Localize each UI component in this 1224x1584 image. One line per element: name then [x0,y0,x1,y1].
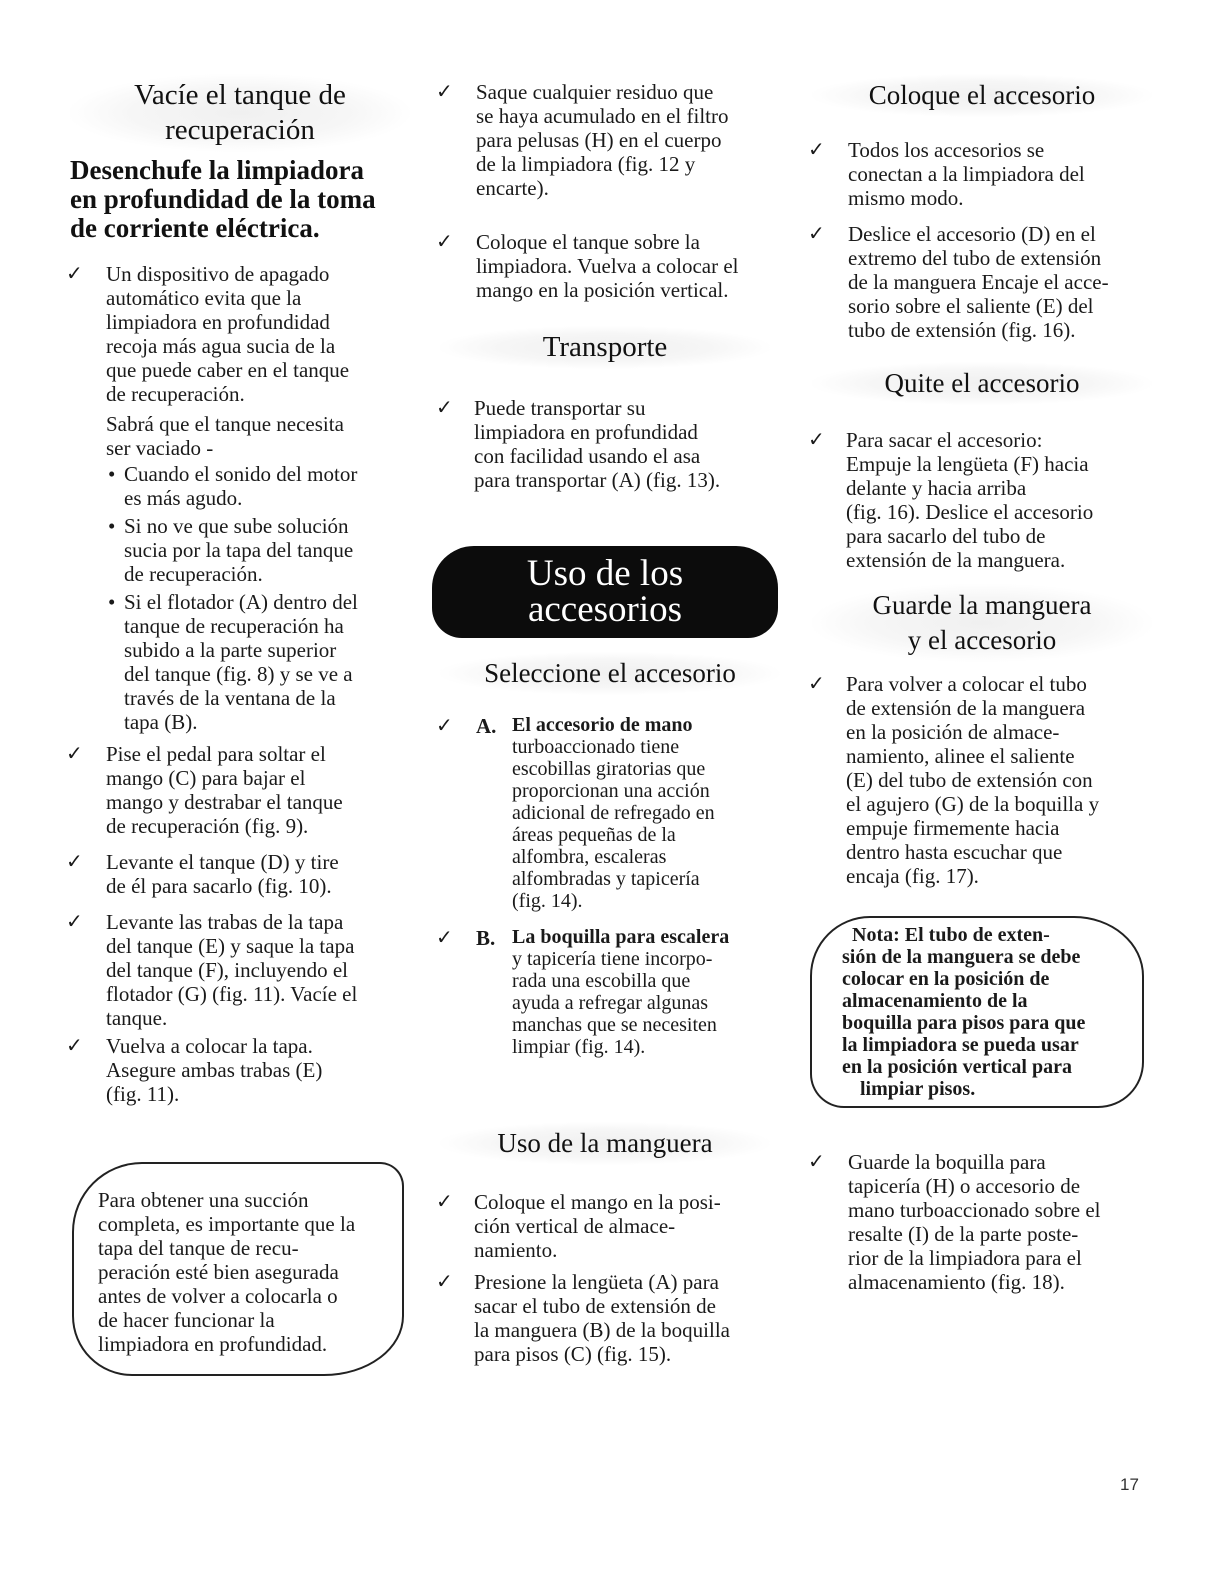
text-line: (fig. 14). [512,890,583,912]
check-icon: ✓ [66,1035,83,1057]
heading-transport [440,326,770,369]
text-line: mango y destrabar el tanque [106,790,343,814]
heading-line: Guarde la manguera [872,590,1092,620]
text-line: tanque de recuperación ha [124,614,344,638]
text-line: colocar en la posición de [842,968,1050,990]
text-line: tanque. [106,1006,168,1030]
check-icon: ✓ [436,1271,453,1293]
text-line: de recuperación. [124,562,263,586]
bullet-icon: • [108,590,116,614]
accessory-b [436,926,780,1058]
heading-text: Quite el accesorio [884,368,1080,398]
storage-note-box [810,916,1144,1108]
text-line: rada una escobilla que [512,970,691,992]
text-line: para sacarlo del tubo de [846,524,1046,548]
step-remove-lid [66,910,410,1030]
heading-text: Seleccione el accesorio [484,658,736,688]
suction-note-box [72,1162,404,1376]
text-line: el agujero (G) de la boquilla y [846,792,1100,816]
text-line: ser vaciado - [106,436,214,460]
step-hose-tab [436,1270,780,1366]
text-line: delante y hacia arriba [846,476,1027,500]
text-line: sorio sobre el saliente (E) del [848,294,1094,318]
text-line: boquilla para pisos para que [842,1012,1086,1034]
text-line: Coloque el mango en la posi- [474,1190,721,1214]
text-line: almacenamiento de la [842,990,1028,1012]
text-line: proporcionan una acción [512,780,710,802]
text-line: extremo del tubo de extensión [848,246,1102,270]
text-line: del tanque (E) y saque la tapa [106,934,355,958]
text-line: del tanque (fig. 8) y se ve a [124,662,353,686]
text-line: con facilidad usando el asa [474,444,701,468]
text-line: Coloque el tanque sobre la [476,230,700,254]
text-line: Sabrá que el tanque necesita [106,412,344,436]
text-line: encaja (fig. 17). [846,864,979,888]
text-line: Nota: El tubo de exten- [852,924,1050,946]
text-line: limpiar pisos. [860,1078,976,1100]
heading-select-accessory [440,652,780,695]
text-line: Cuando el sonido del motor [124,462,358,486]
heading-line: Vacíe el tanque de [134,79,346,111]
text-line: extensión de la manguera. [846,548,1066,572]
step-auto-shutoff [66,262,410,460]
text-line: Presione la lengüeta (A) para [474,1270,719,1294]
text-line: rior de la limpiadora para el [848,1246,1082,1270]
text-line: Deslice el accesorio (D) en el [848,222,1096,246]
check-icon: ✓ [808,223,825,245]
bullet-item [108,514,408,586]
step-clean-filter [436,80,780,200]
heading-attach-accessory [812,74,1152,117]
text-line: flotador (G) (fig. 11). Vacíe el [106,982,358,1006]
text-line: La boquilla para escalera [512,926,730,948]
check-icon: ✓ [66,263,83,285]
text-line: recoja más agua sucia de la [106,334,336,358]
heading-store-hose [812,584,1152,662]
text-line: limpiadora en profundidad [106,310,330,334]
unplug-warning [70,156,415,243]
text-line: para transportar (A) (fig. 13). [474,468,721,492]
text-line: mango en la posición vertical. [476,278,729,302]
text-line: sucia por la tapa del tanque [124,538,354,562]
text-line: Si no ve que sube solución [124,514,349,538]
text-line: de recuperación (fig. 9). [106,814,309,838]
check-icon: ✓ [808,673,825,695]
text-line: de la manguera Encaje el acce- [848,270,1109,294]
text-line: mismo modo. [848,186,964,210]
text-line: escobillas giratorias que [512,758,706,780]
text-line: limpiadora en profundidad [474,420,698,444]
text-line: dentro hasta escuchar que [846,840,1063,864]
text-line: áreas pequeñas de la [512,824,676,846]
text-line: namiento, alinee el saliente [846,744,1075,768]
text-line: mano turboaccionado sobre el [848,1198,1101,1222]
text-line: antes de volver a colocarla o [98,1284,338,1308]
text-line: la limpiadora se pueda usar [842,1034,1079,1056]
text-line: para pisos (C) (fig. 15). [474,1342,672,1366]
text-line: de hacer funcionar la [98,1308,275,1332]
heading-empty-tank [70,74,410,152]
heading-text: Uso de la manguera [497,1128,713,1158]
text-line: de recuperación. [106,382,245,406]
text-line: (fig. 11). [106,1082,180,1106]
text-line: Saque cualquier residuo que [476,80,714,104]
text-line: Levante las trabas de la tapa [106,910,344,934]
step-place-tank [436,230,780,302]
check-icon: ✓ [808,429,825,451]
band-line: accesorios [527,589,683,630]
text-line: peración esté bien asegurada [98,1260,339,1284]
check-icon: ✓ [808,139,825,161]
check-icon: ✓ [436,715,453,737]
check-icon: ✓ [66,911,83,933]
text-line: completa, es importante que la [98,1212,356,1236]
step-all-accessories [808,138,1152,210]
item-label: A. [476,714,497,738]
text-line: (fig. 16). Deslice el accesorio [846,500,1094,524]
subheading-line: en profundidad de la toma [70,184,376,214]
text-line: en la posición vertical para [842,1056,1072,1078]
text-line: Guarde la boquilla para [848,1150,1046,1174]
text-line: Pise el pedal para soltar el [106,742,326,766]
text-line: Puede transportar su [474,396,646,420]
heading-remove-accessory [812,362,1152,405]
text-line: través de la ventana de la [124,686,336,710]
text-line: Levante el tanque (D) y tire [106,850,339,874]
text-line: (E) del tubo de extensión con [846,768,1093,792]
text-line: Todos los accesorios se [848,138,1045,162]
text-line: ción vertical de almace- [474,1214,676,1238]
item-label: B. [476,926,496,950]
text-line: resalte (I) de la parte poste- [848,1222,1079,1246]
text-line: Vuelva a colocar la tapa. [106,1034,313,1058]
step-lift-tank [66,850,410,898]
step-store-nozzle [808,1150,1152,1294]
text-line: subido a la parte superior [124,638,337,662]
text-line: Un dispositivo de apagado [106,262,330,286]
accessory-a [436,714,780,912]
text-line: Empuje la lengüeta (F) hacia [846,452,1089,476]
text-line: limpiadora. Vuelva a colocar el [476,254,739,278]
text-line: la manguera (B) de la boquilla [474,1318,730,1342]
text-line: tapa del tanque de recu- [98,1236,299,1260]
step-replace-lid [66,1034,410,1106]
text-line: de extensión de la manguera [846,696,1086,720]
band-line: Uso de los [526,553,684,594]
bullet-icon: • [108,462,116,486]
step-remove-accessory [808,428,1152,572]
text-line: tubo de extensión (fig. 16). [848,318,1076,342]
heading-hose-use [440,1122,770,1165]
text-line: limpiar (fig. 14). [512,1036,646,1058]
page-number: 17 [1120,1475,1139,1494]
check-icon: ✓ [436,397,453,419]
text-line: que puede caber en el tanque [106,358,350,382]
bullet-icon: • [108,514,116,538]
check-icon: ✓ [436,927,453,949]
heading-text: Transporte [542,331,668,363]
check-icon: ✓ [436,81,453,103]
check-icon: ✓ [66,743,83,765]
bullet-item [108,462,408,510]
text-line: conectan a la limpiadora del [848,162,1085,186]
step-pedal [66,742,410,838]
text-line: Asegure ambas trabas (E) [106,1058,323,1082]
section-band-accessories [432,546,778,638]
text-line: tapa (B). [124,710,198,734]
text-line: Para volver a colocar el tubo [846,672,1087,696]
subheading-line: de corriente eléctrica. [70,213,320,243]
text-line: alfombra, escaleras [512,846,667,868]
text-line: ayuda a refregar algunas [512,992,708,1014]
text-line: del tanque (F), incluyendo el [106,958,349,982]
subheading-line: Desenchufe la limpiadora [70,155,364,185]
text-line: Para sacar el accesorio: [846,428,1043,452]
text-line: Si el flotador (A) dentro del [124,590,358,614]
heading-line: y el accesorio [907,625,1057,655]
text-line: Para obtener una succión [98,1188,309,1212]
text-line: adicional de refregado en [512,802,715,824]
text-line: se haya acumulado en el filtro [476,104,729,128]
text-line: mango (C) para bajar el [106,766,306,790]
check-icon: ✓ [436,1191,453,1213]
text-line: de él para sacarlo (fig. 10). [106,874,332,898]
text-line: sacar el tubo de extensión de [474,1294,716,1318]
step-hose-handle [436,1190,780,1262]
heading-line: recuperación [165,114,315,146]
text-line: para pelusas (H) en el cuerpo [476,128,722,152]
text-line: namiento. [474,1238,558,1262]
text-line: limpiadora en profundidad. [98,1332,328,1356]
step-slide-accessory [808,222,1152,342]
text-line: automático evita que la [106,286,302,310]
text-line: alfombradas y tapicería [512,868,700,890]
text-line: El accesorio de mano [512,714,693,736]
text-line: manchas que se necesiten [512,1014,717,1036]
step-transport [436,396,780,492]
text-line: es más agudo. [124,486,243,510]
text-line: tapicería (H) o accesorio de [848,1174,1081,1198]
bullet-item [108,590,408,734]
heading-text: Coloque el accesorio [868,80,1096,110]
check-icon: ✓ [436,231,453,253]
text-line: turboaccionado tiene [512,736,680,758]
text-line: de la limpiadora (fig. 12 y [476,152,696,176]
text-line: sión de la manguera se debe [842,946,1081,968]
text-line: y tapicería tiene incorpo- [512,948,713,970]
check-icon: ✓ [66,851,83,873]
text-line: encarte). [476,176,549,200]
text-line: en la posición de almace- [846,720,1060,744]
step-store-hose [808,672,1152,888]
text-line: empuje firmemente hacia [846,816,1060,840]
text-line: almacenamiento (fig. 18). [848,1270,1065,1294]
check-icon: ✓ [808,1151,825,1173]
